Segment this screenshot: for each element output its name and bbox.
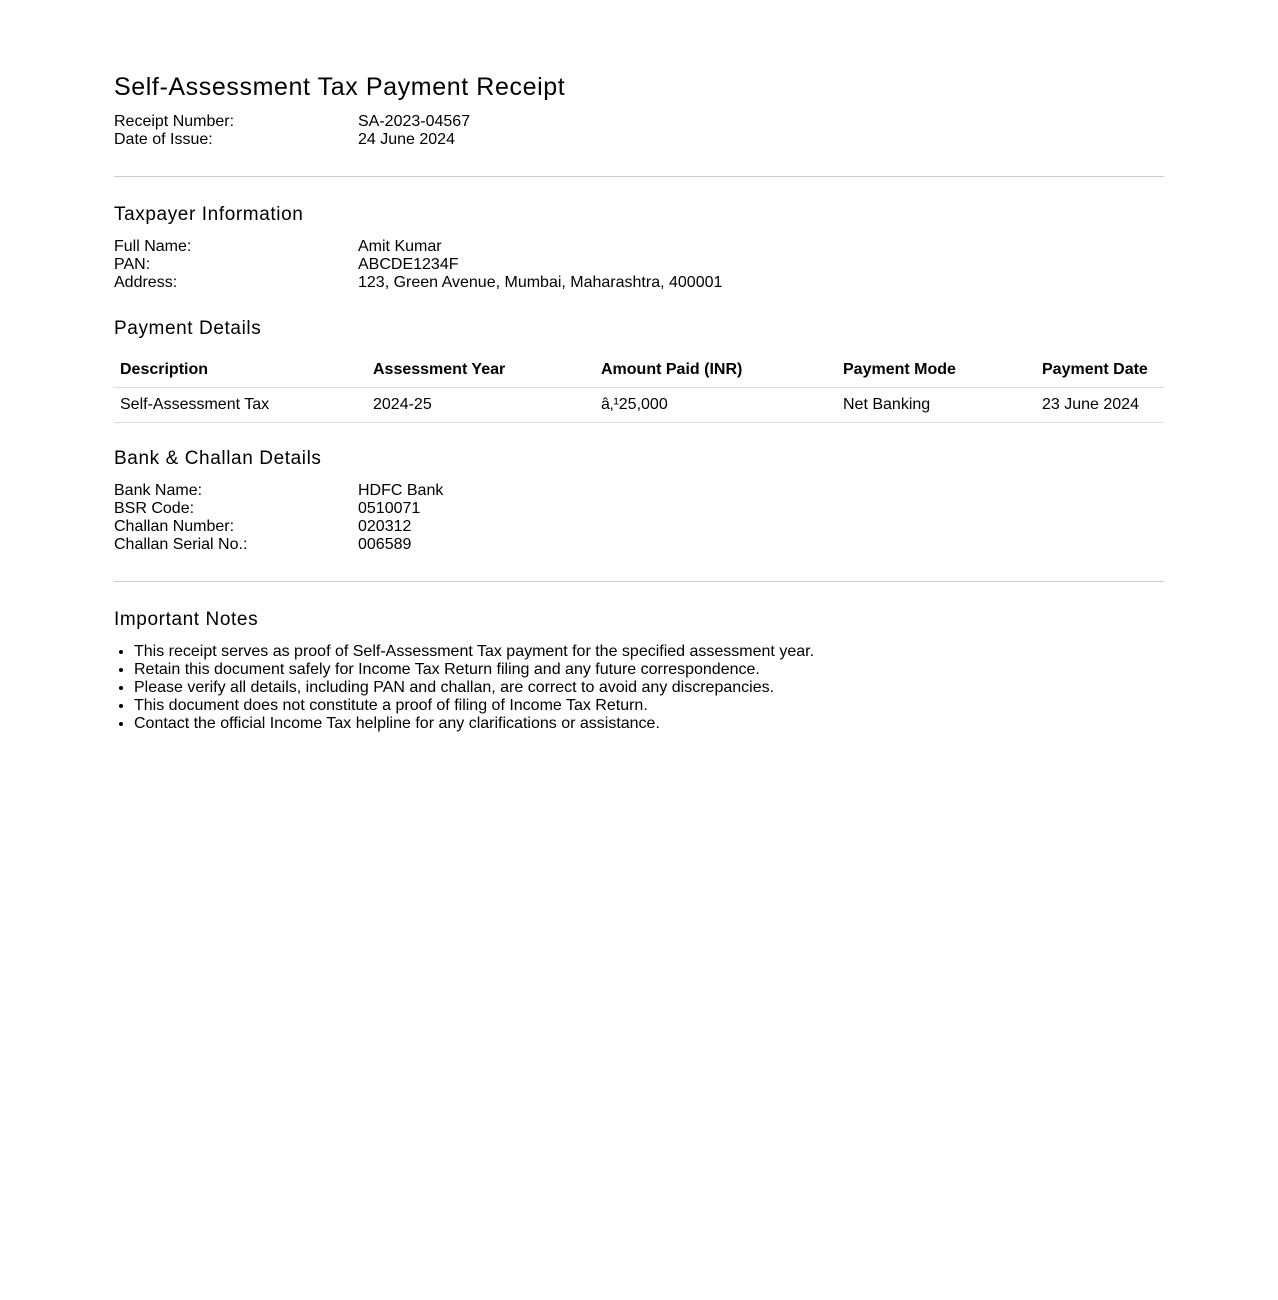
payment-heading: Payment Details: [114, 318, 262, 339]
receipt-number-row: [114, 113, 1014, 131]
full-name-value: Amit Kumar: [358, 238, 442, 255]
column-header-assessment-year: Assessment Year: [367, 352, 595, 388]
bank-name-value: HDFC Bank: [358, 482, 444, 499]
page-title: Self-Assessment Tax Payment Receipt: [114, 73, 566, 101]
cell-description: Self-Assessment Tax: [114, 388, 367, 423]
payment-table: [114, 352, 1164, 423]
table-header-row: [114, 352, 1164, 388]
bank-name-row: [114, 482, 1014, 500]
notes-heading: Important Notes: [114, 609, 259, 630]
pan-label: PAN:: [114, 256, 151, 273]
bsr-code-value: 0510071: [358, 500, 421, 517]
bsr-code-row: [114, 500, 1014, 518]
receipt-number-label: Receipt Number:: [114, 113, 235, 130]
challan-serial-label: Challan Serial No.:: [114, 536, 248, 553]
address-value: 123, Green Avenue, Mumbai, Maharashtra, 400001: [358, 274, 723, 291]
pan-row: [114, 256, 1014, 274]
cell-payment-date: 23 June 2024: [1036, 388, 1164, 423]
list-item: • Retain this document safely for Income Tax Return filing and any future correspondence.: [134, 661, 814, 679]
list-item: • Please verify all details, including PAN and challan, are correct to avoid any discrepancies.: [134, 679, 814, 697]
cell-assessment-year: 2024-25: [367, 388, 595, 423]
challan-number-value: 020312: [358, 518, 412, 535]
address-label: Address:: [114, 274, 178, 291]
column-header-payment-date: Payment Date: [1036, 352, 1164, 388]
list-item: • This receipt serves as proof of Self-Assessment Tax payment for the specified assessment year.: [134, 643, 814, 661]
full-name-row: [114, 238, 1014, 256]
bank-name-label: Bank Name:: [114, 482, 203, 499]
notes-list: [114, 643, 814, 733]
pan-value: ABCDE1234F: [358, 256, 459, 273]
challan-number-label: Challan Number:: [114, 518, 235, 535]
cell-amount-paid: â‚¹25,000: [595, 388, 837, 423]
bsr-code-label: BSR Code:: [114, 500, 195, 517]
bank-heading: Bank & Challan Details: [114, 448, 322, 469]
column-header-description: Description: [114, 352, 367, 388]
column-header-amount-paid: Amount Paid (INR): [595, 352, 837, 388]
challan-serial-row: [114, 536, 1014, 554]
date-of-issue-value: 24 June 2024: [358, 131, 455, 148]
divider: [114, 176, 1164, 177]
address-row: [114, 274, 1014, 292]
list-item: • Contact the official Income Tax helpline for any clarifications or assistance.: [134, 715, 814, 733]
list-item: • This document does not constitute a proof of filing of Income Tax Return.: [134, 697, 814, 715]
taxpayer-heading: Taxpayer Information: [114, 204, 304, 225]
cell-payment-mode: Net Banking: [837, 388, 1036, 423]
date-of-issue-label: Date of Issue:: [114, 131, 213, 148]
table-row: [114, 388, 1164, 423]
column-header-payment-mode: Payment Mode: [837, 352, 1036, 388]
divider: [114, 581, 1164, 582]
date-of-issue-row: [114, 131, 1014, 149]
bank-details: [114, 482, 1014, 554]
receipt-meta: [114, 113, 1014, 149]
taxpayer-info: [114, 238, 1014, 292]
receipt-number-value: SA-2023-04567: [358, 113, 471, 130]
full-name-label: Full Name:: [114, 238, 192, 255]
challan-serial-value: 006589: [358, 536, 412, 553]
challan-number-row: [114, 518, 1014, 536]
